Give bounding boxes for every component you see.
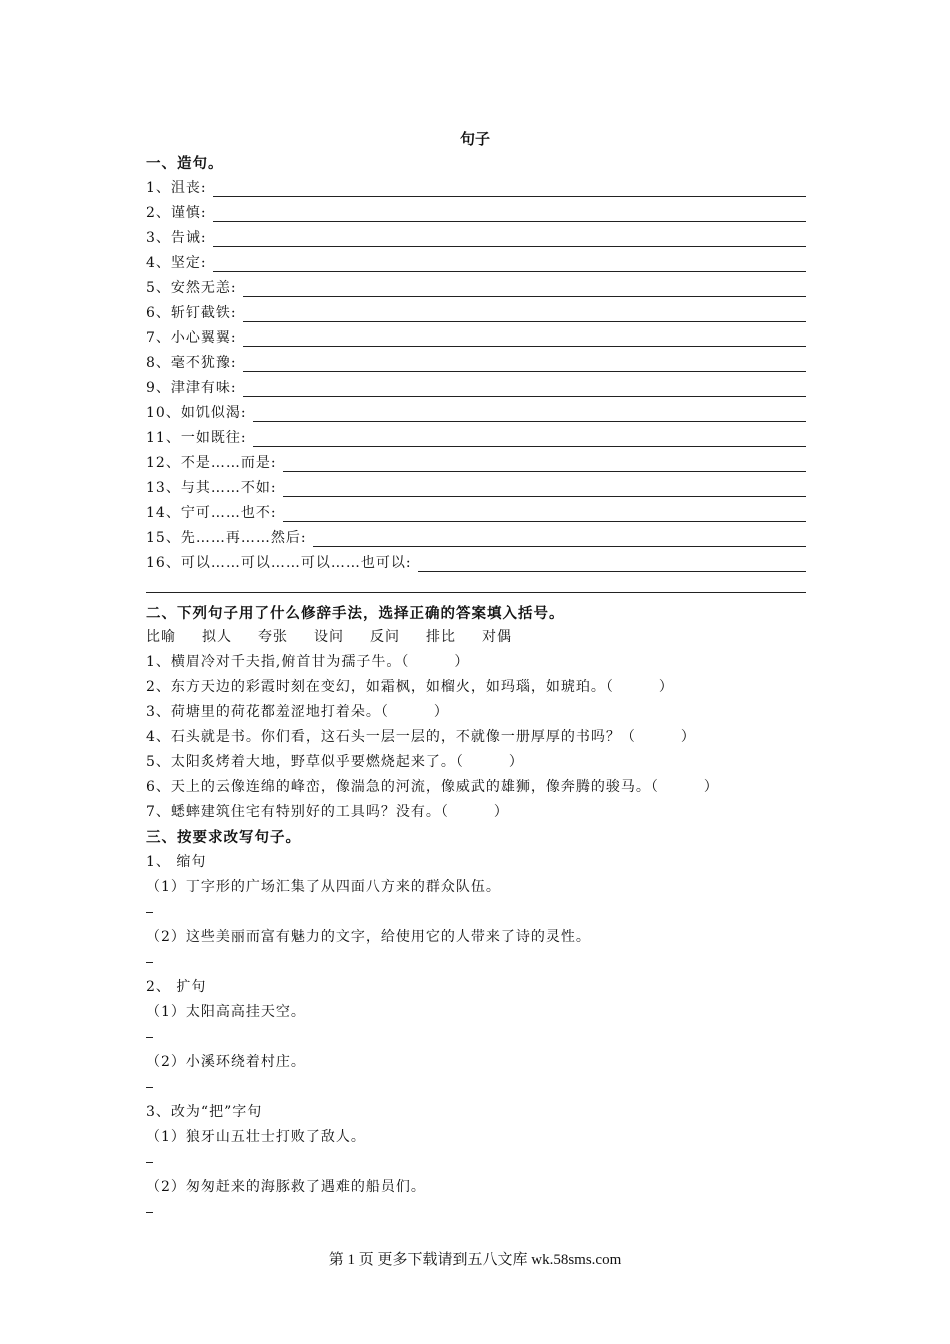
rewrite-item: （2）这些美丽而富有魅力的文字，给使用它的人带来了诗的灵性。	[146, 929, 591, 945]
item-label: 4、坚定:	[146, 255, 207, 271]
item-label: 11、一如既往:	[146, 430, 247, 446]
answer-blank[interactable]	[213, 205, 806, 222]
fill-line-16[interactable]	[146, 550, 806, 572]
item-label: 7、小心翼翼:	[146, 330, 237, 346]
fill-line-12[interactable]	[146, 450, 806, 472]
answer-blank[interactable]	[243, 305, 806, 322]
answer-blank[interactable]	[313, 530, 806, 547]
answer-blank[interactable]	[146, 962, 153, 963]
question-item: 4、石头就是书。你们看，这石头一层一层的，不就像一册厚厚的书吗？（ ）	[146, 729, 696, 745]
subsection-title: 3、改为“把”字句	[146, 1104, 263, 1120]
item-label: 5、安然无恙:	[146, 280, 237, 296]
answer-blank[interactable]	[243, 355, 806, 372]
answer-blank[interactable]	[243, 380, 806, 397]
item-label: 16、可以……可以……可以……也可以:	[146, 555, 412, 571]
fill-line-7[interactable]	[146, 325, 806, 347]
question-item: 1、横眉冷对千夫指,俯首甘为孺子牛。（ ）	[146, 654, 470, 670]
section1-heading: 一、造句。	[146, 155, 224, 172]
item-label: 8、毫不犹豫:	[146, 355, 237, 371]
fill-line-11[interactable]	[146, 425, 806, 447]
answer-blank[interactable]	[243, 280, 806, 297]
answer-blank[interactable]	[146, 912, 153, 913]
answer-blank[interactable]	[243, 330, 806, 347]
answer-blank[interactable]	[213, 230, 806, 247]
answer-blank[interactable]	[146, 1212, 153, 1213]
option-label: 反问	[370, 629, 400, 645]
option-label: 对偶	[482, 629, 512, 645]
answer-blank[interactable]	[418, 555, 806, 572]
fill-line-8[interactable]	[146, 350, 806, 372]
item-label: 14、宁可……也不:	[146, 505, 277, 521]
answer-blank[interactable]	[283, 455, 806, 472]
page-title: 句子	[459, 130, 490, 148]
fill-line-3[interactable]	[146, 225, 806, 247]
answer-blank[interactable]	[283, 480, 806, 497]
answer-blank[interactable]	[253, 405, 806, 422]
item-label: 10、如饥似渴:	[146, 405, 247, 421]
answer-blank[interactable]	[146, 1162, 153, 1163]
option-label: 拟人	[202, 629, 232, 645]
fill-line-5[interactable]	[146, 275, 806, 297]
rewrite-item: （1）太阳高高挂天空。	[146, 1004, 306, 1020]
section3-heading: 三、按要求改写句子。	[146, 829, 301, 846]
fill-line-15[interactable]	[146, 525, 806, 547]
item-label: 12、不是……而是:	[146, 455, 277, 471]
rewrite-item: （2）匆匆赶来的海豚救了遇难的船员们。	[146, 1179, 426, 1195]
question-item: 2、东方天边的彩霞时刻在变幻，如霜枫，如榴火，如玛瑙，如琥珀。（ ）	[146, 679, 674, 695]
fill-line-9[interactable]	[146, 375, 806, 397]
rewrite-item: （2）小溪环绕着村庄。	[146, 1054, 306, 1070]
item-label: 13、与其……不如:	[146, 480, 277, 496]
option-label: 夸张	[258, 629, 288, 645]
option-label: 排比	[426, 629, 456, 645]
option-label: 设问	[314, 629, 344, 645]
item-label: 2、谨慎:	[146, 205, 207, 221]
answer-blank[interactable]	[283, 505, 806, 522]
rewrite-item: （1）丁字形的广场汇集了从四面八方来的群众队伍。	[146, 879, 501, 895]
fill-line-2[interactable]	[146, 200, 806, 222]
answer-blank[interactable]	[253, 430, 806, 447]
item-label: 9、津津有味:	[146, 380, 237, 396]
fill-line-6[interactable]	[146, 300, 806, 322]
item-label: 15、先……再……然后:	[146, 530, 307, 546]
answer-blank[interactable]	[213, 180, 806, 197]
option-label: 比喻	[146, 629, 176, 645]
question-item: 3、荷塘里的荷花都羞涩地打着朵。（ ）	[146, 704, 449, 720]
answer-blank[interactable]	[146, 1087, 153, 1088]
fill-line-10[interactable]	[146, 400, 806, 422]
answer-blank-continuation[interactable]	[146, 592, 806, 593]
answer-blank[interactable]	[213, 255, 806, 272]
item-label: 6、斩钉截铁:	[146, 305, 237, 321]
subsection-title: 2、 扩句	[146, 979, 207, 995]
item-label: 3、告诫:	[146, 230, 207, 246]
page-footer: 第 1 页 更多下载请到五八文库 wk.58sms.com	[328, 1252, 622, 1268]
fill-line-14[interactable]	[146, 500, 806, 522]
section2-heading: 二、下列句子用了什么修辞手法，选择正确的答案填入括号。	[146, 605, 565, 622]
rhetoric-options	[146, 626, 538, 646]
fill-line-4[interactable]	[146, 250, 806, 272]
subsection-title: 1、 缩句	[146, 854, 207, 870]
fill-line-13[interactable]	[146, 475, 806, 497]
fill-line-1[interactable]	[146, 175, 806, 197]
question-item: 7、蟋蟀建筑住宅有特别好的工具吗？没有。（ ）	[146, 804, 509, 820]
question-item: 5、太阳炙烤着大地，野草似乎要燃烧起来了。（ ）	[146, 754, 524, 770]
question-item: 6、天上的云像连绵的峰峦，像湍急的河流，像威武的雄狮，像奔腾的骏马。（ ）	[146, 779, 719, 795]
answer-blank[interactable]	[146, 1037, 153, 1038]
item-label: 1、沮丧:	[146, 180, 207, 196]
rewrite-item: （1）狼牙山五壮士打败了敌人。	[146, 1129, 366, 1145]
